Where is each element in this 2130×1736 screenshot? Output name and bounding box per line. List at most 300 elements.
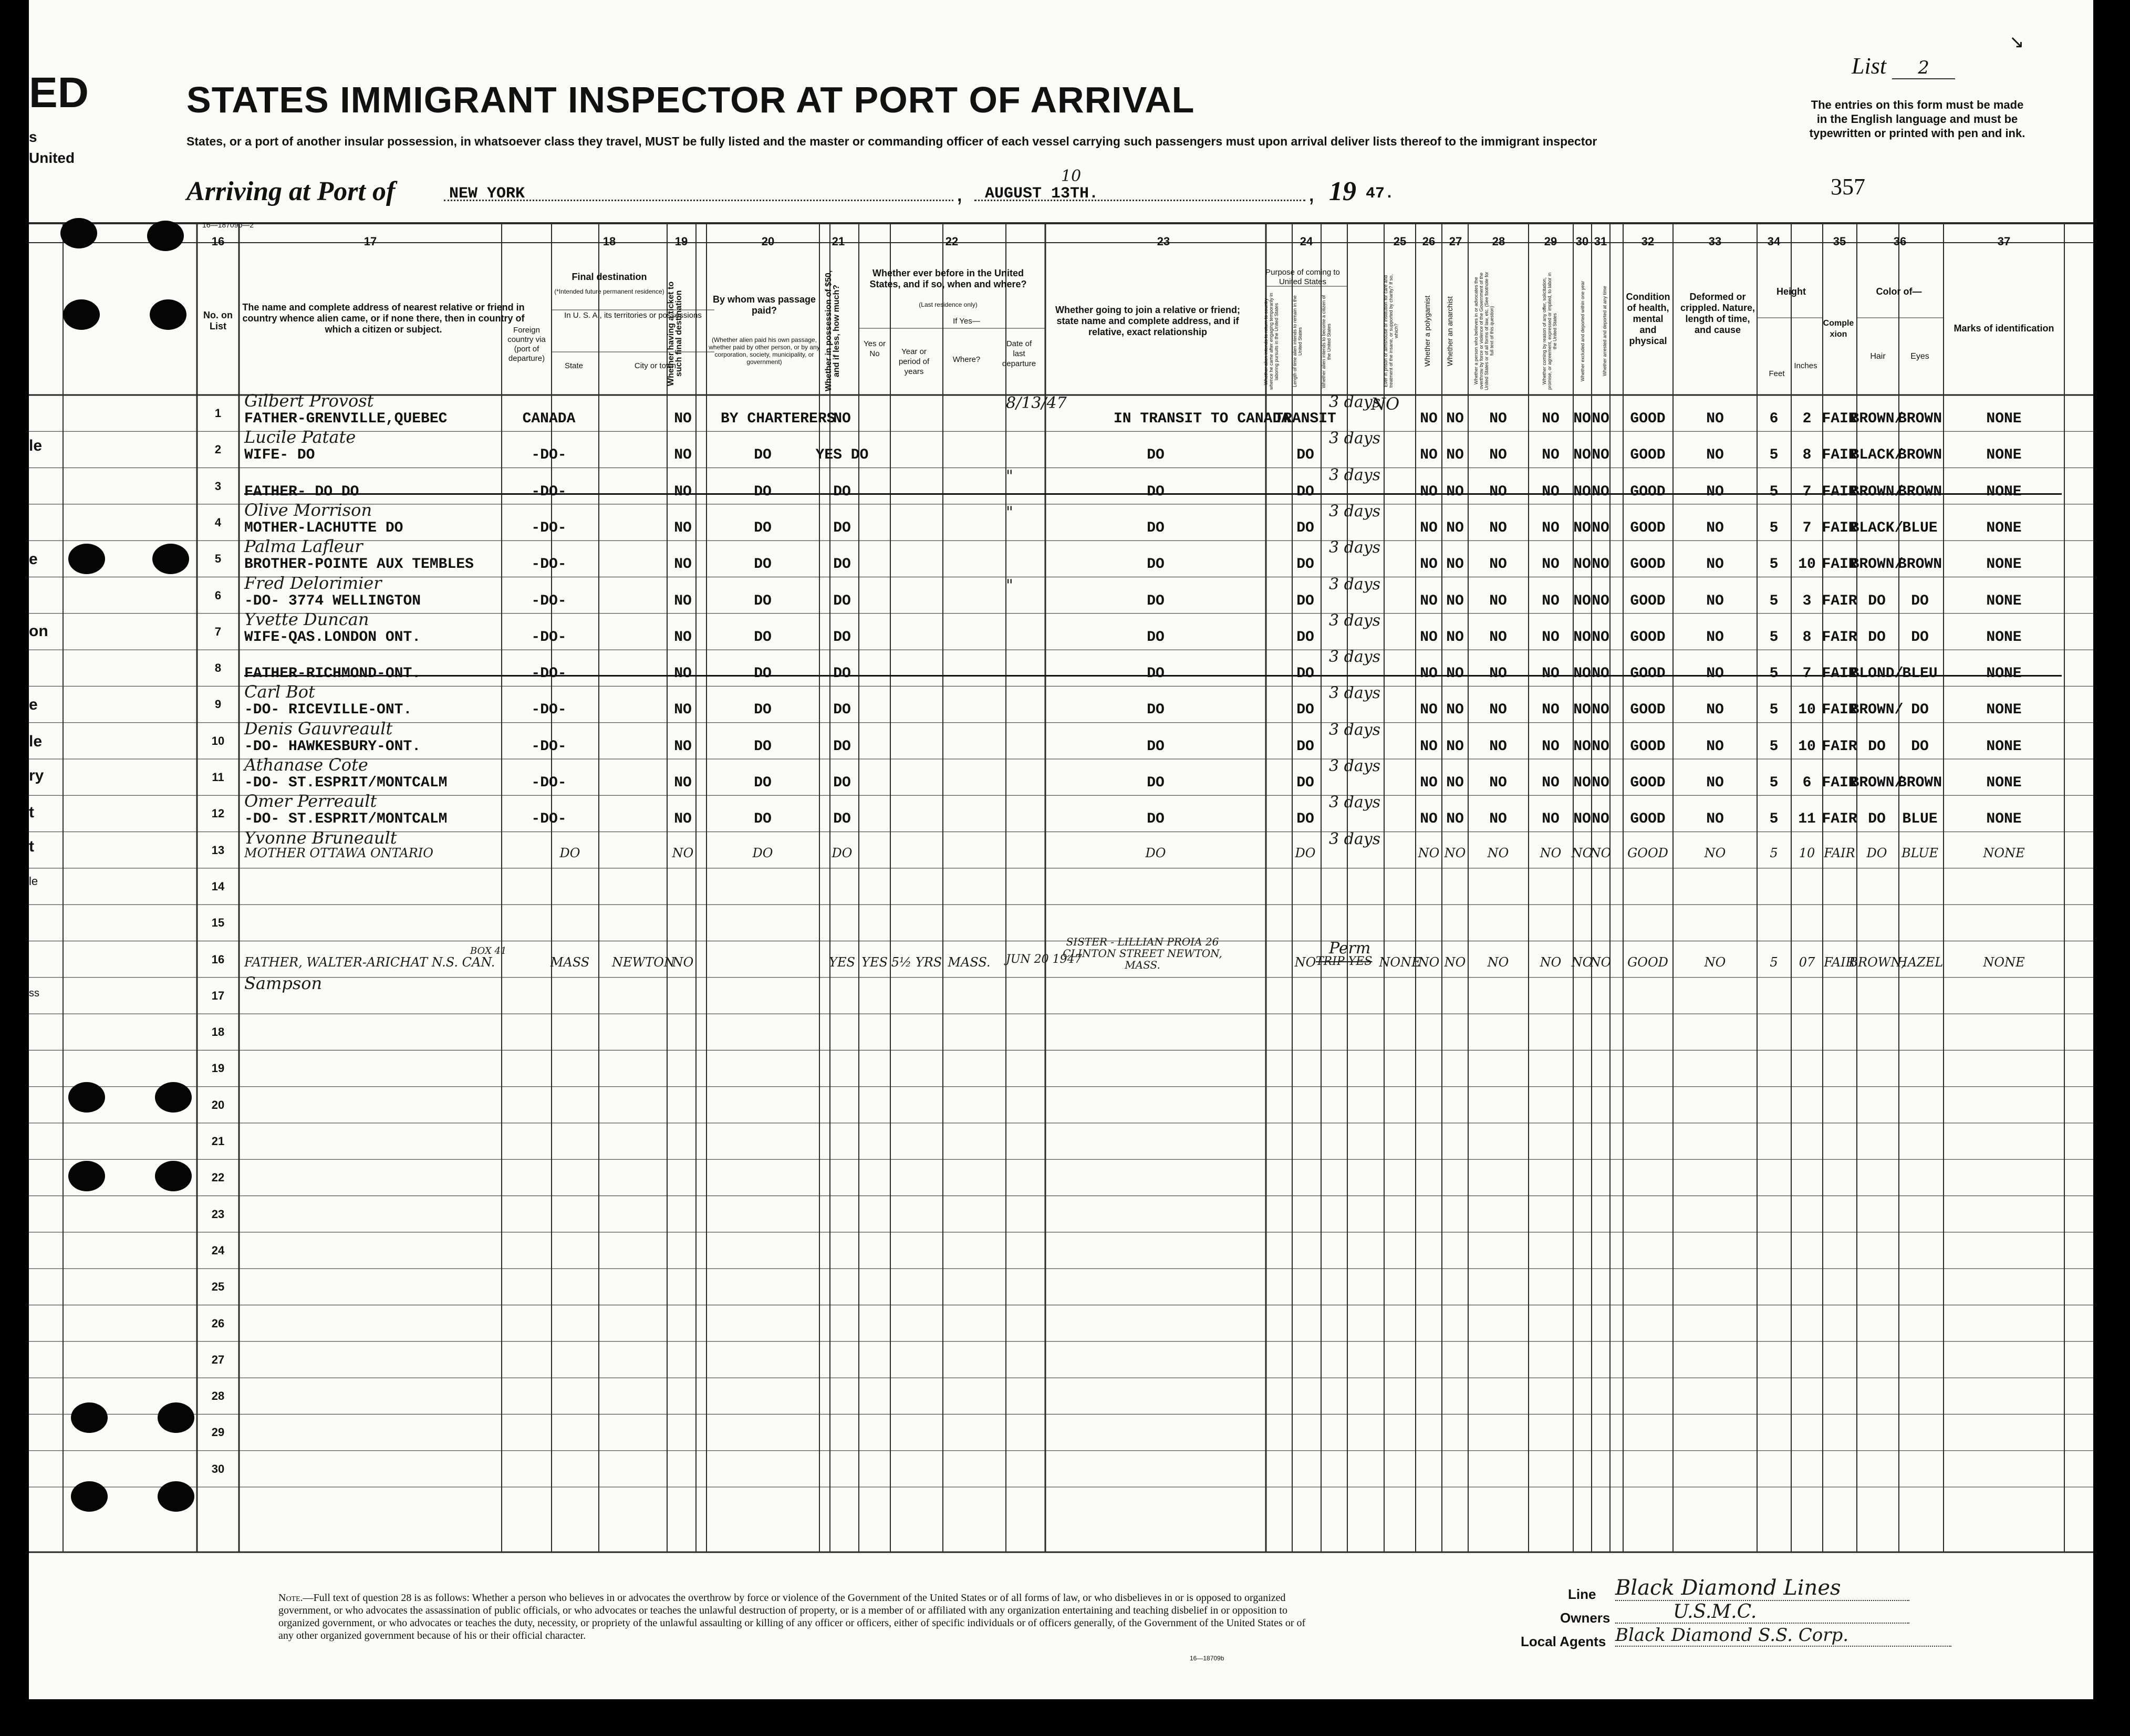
- column-number: 29: [1544, 235, 1557, 248]
- last-departure: JUN 20 1947: [1006, 952, 1082, 966]
- cell-ticket: NO: [674, 519, 692, 536]
- comma-2: ,: [1308, 179, 1315, 207]
- punch-hole: [71, 1402, 108, 1433]
- row-number: 9: [214, 698, 222, 711]
- left-margin-text-2: e: [29, 550, 38, 568]
- cell-purpose: DO: [1296, 629, 1314, 646]
- row-number: 11: [212, 771, 224, 784]
- cell-eyes: BROWN: [1897, 411, 1942, 427]
- cell-c31: NO: [1592, 811, 1609, 828]
- header-marks: Marks of identification: [1954, 323, 2054, 334]
- cell-c29: NO: [1542, 629, 1560, 646]
- cell-complexion: FAIR: [1822, 738, 1857, 755]
- punch-hole: [60, 218, 97, 248]
- column-number: 16: [211, 235, 225, 248]
- row-number: 29: [211, 1426, 225, 1439]
- cell-hair: BROWN/: [1850, 702, 1904, 719]
- cell-relative: BROTHER-POINTE AUX TEMBLES: [244, 556, 474, 573]
- cell-complexion: FAIR: [1822, 483, 1857, 500]
- left-fragment-3: United: [29, 150, 75, 166]
- header-ticket: Whether having a ticket to such final destination: [667, 281, 683, 386]
- row-number: 1: [214, 407, 222, 420]
- page-title: STATES IMMIGRANT INSPECTOR AT PORT OF ARRIVAL: [186, 79, 1195, 120]
- cell-purpose: DO: [1296, 483, 1314, 500]
- cell-ft: 5: [1770, 845, 1778, 860]
- cell-c29: NO: [1540, 954, 1562, 970]
- cell-relative: WIFE- DO: [244, 447, 315, 464]
- cell-complexion: FAIR: [1822, 702, 1857, 719]
- row-number: 27: [211, 1353, 225, 1366]
- column-number: 21: [832, 235, 845, 248]
- cell-join: DO: [1147, 666, 1165, 682]
- cell-c27: NO: [1446, 666, 1464, 682]
- cell-deformed: NO: [1704, 954, 1726, 970]
- cell-c27: NO: [1446, 556, 1464, 573]
- punch-hole: [147, 221, 184, 251]
- header-passage-paid: By whom was passage paid?: [712, 294, 816, 316]
- cell-hair: DO: [1868, 811, 1886, 828]
- cell-marks: NONE: [1986, 519, 2022, 536]
- cell-deformed: NO: [1706, 447, 1724, 464]
- cell-where: MASS.: [948, 954, 991, 970]
- row-number: 20: [211, 1098, 225, 1111]
- last-departure: ": [1006, 466, 1013, 485]
- cell-c26: NO: [1420, 519, 1438, 536]
- cell-eyes: BROWN: [1897, 447, 1942, 464]
- cell-paid: DO: [754, 811, 772, 828]
- cell-ft: 5: [1769, 483, 1779, 500]
- header-no-on-list: No. on List: [203, 310, 233, 331]
- cell-health: GOOD: [1630, 519, 1666, 536]
- cell-in: 6: [1802, 775, 1812, 791]
- cell-join: DO: [1145, 845, 1166, 860]
- cell-deformed: NO: [1706, 738, 1724, 755]
- cell-c29: NO: [1542, 702, 1560, 719]
- cell-complexion: FAIR: [1822, 811, 1857, 828]
- cell-money: DO: [833, 811, 851, 828]
- handwritten-name: Denis Gauvreault: [244, 718, 393, 739]
- cell-complexion: FAIR: [1822, 775, 1857, 791]
- cell-eyes: BLUE: [1902, 811, 1938, 828]
- header-excluded: Whether excluded and deported within one year: [1580, 280, 1585, 381]
- cell-c27: NO: [1446, 775, 1464, 791]
- header-purpose-citizen: Whether alien intends to become a citizen of the United States: [1321, 295, 1332, 388]
- cell-state: MASS: [550, 954, 590, 970]
- header-overthrow: Whether a person who believes in or advocates the overthrow by force or violence of the Government of the United States or of all forms of law, etc. (See footnote for full text of this question): [1473, 272, 1494, 390]
- row-number: 18: [211, 1025, 225, 1039]
- column-number: 27: [1449, 235, 1462, 248]
- cell-join: IN TRANSIT TO CANADA: [1114, 411, 1291, 427]
- cell-purpose: TRANSIT: [1274, 411, 1336, 427]
- form-code: 16—18709b—2: [202, 221, 254, 229]
- cell-health: GOOD: [1630, 702, 1666, 719]
- page-number: 357: [1831, 174, 1865, 200]
- cell-health: GOOD: [1630, 592, 1666, 609]
- header-height: Height: [1776, 286, 1806, 297]
- cell-complexion: FAIR: [1822, 519, 1857, 536]
- handwritten-name: Fred Delorimier: [244, 573, 382, 593]
- port-value: NEW YORK: [449, 185, 525, 203]
- cell-hair: BROWN,: [1848, 954, 1905, 970]
- cell-purpose: DO: [1296, 447, 1314, 464]
- punch-hole: [155, 1161, 192, 1191]
- cell-marks: NONE: [1983, 954, 2025, 970]
- row-number: 8: [214, 661, 222, 675]
- header-year-period: Year or period of years: [898, 347, 930, 376]
- cell-c30: NO: [1573, 666, 1591, 682]
- row-number: 2: [214, 443, 222, 456]
- length-of-stay: 3 days: [1329, 757, 1381, 775]
- header-final-destination: Final destination: [572, 272, 647, 282]
- year-suffix: 47.: [1366, 185, 1395, 203]
- length-of-stay: 3 days: [1329, 502, 1381, 521]
- cell-money: YES: [829, 954, 855, 970]
- cell-health: GOOD: [1627, 845, 1668, 860]
- cell-money: DO: [833, 702, 851, 719]
- punch-hole: [150, 299, 186, 330]
- cell-deformed: NO: [1704, 845, 1726, 860]
- list-value: 2: [1892, 57, 1955, 79]
- cell-relative: FATHER- DO DO: [244, 483, 359, 500]
- cell-c28: NO: [1489, 411, 1507, 427]
- cell-c27: NO: [1446, 483, 1464, 500]
- cell-health: GOOD: [1627, 954, 1668, 970]
- cell-eyes: BLEU: [1902, 666, 1938, 682]
- cell-in: 10: [1798, 738, 1816, 755]
- cell-deformed: NO: [1706, 519, 1724, 536]
- cell-c27: NO: [1446, 702, 1464, 719]
- cell-c26: NO: [1420, 592, 1438, 609]
- cell-money: DO: [833, 738, 851, 755]
- cell-ticket: NO: [674, 702, 692, 719]
- row-number: 30: [211, 1462, 225, 1475]
- column-number: 36: [1893, 235, 1907, 248]
- cell-eyes: BLUE: [1902, 519, 1938, 536]
- cell-hair: BLACK/: [1850, 447, 1904, 464]
- cell-c26: NO: [1420, 483, 1438, 500]
- cell-purpose: NO: [1294, 954, 1316, 970]
- row-number: 26: [211, 1316, 225, 1330]
- last-departure: 8/13/47: [1006, 394, 1067, 412]
- length-of-stay: 3 days: [1329, 684, 1381, 703]
- row-number: 24: [211, 1243, 225, 1257]
- cell-ticket: NO: [674, 811, 692, 828]
- cell-country: -DO-: [531, 738, 567, 755]
- cell-ticket: NO: [674, 775, 692, 791]
- cell-c30: NO: [1573, 775, 1591, 791]
- cell-country: -DO-: [531, 811, 567, 828]
- cell-c28: NO: [1489, 738, 1507, 755]
- cell-country: -DO-: [531, 775, 567, 791]
- cell-c31: NO: [1592, 738, 1609, 755]
- strike-through-line: [244, 493, 2062, 495]
- length-of-stay: 3 days: [1329, 829, 1381, 848]
- row-number: 3: [214, 479, 222, 493]
- cell-paid: DO: [754, 483, 772, 500]
- row-number: 21: [211, 1135, 225, 1148]
- cell-marks: NONE: [1986, 447, 2022, 464]
- cell-complexion: FAIR: [1824, 954, 1855, 970]
- cell-c29: NO: [1542, 775, 1560, 791]
- cell-c29: NO: [1542, 519, 1560, 536]
- cell-join: SISTER - LILLIAN PROIA 26 CLINTON STREET NEWTON, MASS.: [1063, 935, 1222, 971]
- cell-paid: DO: [754, 666, 772, 682]
- cell-join: DO: [1147, 447, 1165, 464]
- header-city: City or town: [634, 361, 677, 370]
- cell-deformed: NO: [1706, 483, 1724, 500]
- cell-ticket: NO: [672, 845, 694, 860]
- cell-ft: 5: [1769, 556, 1779, 573]
- cell-c28: NO: [1489, 483, 1507, 500]
- cell-c28: NO: [1489, 811, 1507, 828]
- cell-in: 8: [1802, 447, 1812, 464]
- cell-money: DO: [833, 666, 851, 682]
- cell-ticket: NO: [674, 483, 692, 500]
- cell-years: 5½ YRS: [891, 954, 942, 970]
- line-label: Line: [1568, 1586, 1596, 1602]
- header-color-of: Color of—: [1876, 286, 1922, 297]
- column-number: 37: [1997, 235, 2011, 248]
- cell-health: GOOD: [1630, 811, 1666, 828]
- cell-c31: NO: [1589, 954, 1612, 970]
- cell-money: DO: [833, 519, 851, 536]
- cell-eyes: HAZEL: [1896, 954, 1944, 970]
- cell-c28: NO: [1489, 775, 1507, 791]
- row-number: 25: [211, 1280, 225, 1294]
- cell-c31: NO: [1592, 447, 1609, 464]
- row-number: 5: [214, 552, 222, 566]
- header-purpose-length: Length of time alien intends to remain in the United States: [1292, 295, 1303, 388]
- cell-c26: NO: [1418, 954, 1440, 970]
- cell-before: YES: [861, 954, 888, 970]
- punch-hole: [68, 1082, 105, 1113]
- notice-text: The entries on this form must be made in the English language and must be typewritten or printed with pen and ink.: [1809, 98, 2025, 140]
- cell-health: GOOD: [1630, 738, 1666, 755]
- header-inches: Inches: [1794, 361, 1817, 370]
- manifest-sheet: [29, 0, 2093, 1699]
- row-number: 14: [211, 879, 225, 893]
- cell-relative: MOTHER-LACHUTTE DO: [244, 519, 403, 536]
- left-margin-text-3: on: [29, 622, 48, 640]
- handwritten-name: Olive Morrison: [244, 500, 372, 520]
- cell-c28: NO: [1489, 447, 1507, 464]
- line-value: Black Diamond Lines: [1615, 1576, 1909, 1601]
- footnote-text: —Full text of question 28 is as follows: Whether a person who believes in or advocates the overthrow by force or violence of the Government of the United States or of all forms of law, or who disbelieves in or is opposed to organized government, or who advocates the assassination of public officials, or who advocates or teaches the unlawful destruction of property, or is a member of or affiliated with any organization entertaining and teaching disbelief in or opposition to organized government, or who advocates or teaches the duty, necessity, or propriety of the unlawful assaulting or killing of any officer or officers, either of specific individuals or of officers generally, of the Government of the United States or of any other organized government because of his or their official character.: [278, 1592, 1306, 1641]
- cell-marks: NONE: [1986, 592, 2022, 609]
- cell-eyes: BROWN: [1897, 556, 1942, 573]
- cell-deformed: NO: [1706, 666, 1724, 682]
- cell-hair: BROWN/: [1850, 775, 1904, 791]
- cell-ticket: NO: [674, 556, 692, 573]
- cell-hair: DO: [1866, 845, 1887, 860]
- cell-country: -DO-: [531, 629, 567, 646]
- cell-in: 8: [1802, 629, 1812, 646]
- cell-purpose: DO: [1296, 775, 1314, 791]
- cell-c26: NO: [1420, 775, 1438, 791]
- cell-join: DO: [1147, 483, 1165, 500]
- agents-value: Black Diamond S.S. Corp.: [1615, 1625, 1951, 1647]
- cell-c26: NO: [1420, 811, 1438, 828]
- cell-c26: NO: [1420, 702, 1438, 719]
- cell-ticket: NO: [674, 592, 692, 609]
- cell-c30: NO: [1571, 954, 1593, 970]
- cell-hair: DO: [1868, 629, 1886, 646]
- header-state: State: [564, 361, 584, 370]
- cell-c27: NO: [1444, 845, 1466, 860]
- cell-hair: DO: [1868, 592, 1886, 609]
- header-before-in-us: Whether ever before in the United States, and if so, when and where?: [869, 268, 1027, 289]
- cell-ft: 6: [1769, 411, 1779, 427]
- cell-ft: 5: [1769, 629, 1779, 646]
- cell-c26: NO: [1420, 738, 1438, 755]
- cell-relative: FATHER, WALTER-ARICHAT N.S. CAN.: [244, 954, 495, 970]
- cell-c30: NO: [1573, 592, 1591, 609]
- cell-ticket: NO: [674, 411, 692, 427]
- cell-health: GOOD: [1630, 411, 1666, 427]
- cell-health: GOOD: [1630, 556, 1666, 573]
- cell-ticket: NO: [674, 629, 692, 646]
- cell-paid: DO: [754, 447, 772, 464]
- cell-join: DO: [1147, 811, 1165, 828]
- header-prison: Ever in prison or almshouse or institution for care and treatment of the insane, or supported by charity? If so, which?: [1383, 274, 1399, 388]
- left-margin-text-1: le: [29, 437, 43, 454]
- row-number: 15: [211, 916, 225, 930]
- cell-ft: 5: [1769, 738, 1779, 755]
- owners-label: Owners: [1560, 1610, 1611, 1626]
- left-margin-text-8: t: [29, 838, 34, 855]
- cell-health: GOOD: [1630, 629, 1666, 646]
- cell-eyes: DO: [1911, 738, 1929, 755]
- cell-ft: 5: [1769, 666, 1779, 682]
- header-passage-paid-note: (Whether alien paid his own passage, whether paid by other person, or by any corporation, society, municipality, or government): [709, 336, 820, 366]
- cell-paid: DO: [754, 629, 772, 646]
- cell-complexion: FAIR: [1822, 666, 1857, 682]
- left-margin-text-7: t: [29, 804, 34, 821]
- header-final-destination-note: (*Intended future permanent residence): [554, 288, 664, 295]
- cell-c27: NO: [1446, 629, 1464, 646]
- cell-c29: NO: [1542, 483, 1560, 500]
- cell-join: DO: [1147, 702, 1165, 719]
- cell-ft: 5: [1769, 592, 1779, 609]
- cell-money: DO: [833, 483, 851, 500]
- cell-c29: NO: [1542, 738, 1560, 755]
- cell-c29: NO: [1542, 556, 1560, 573]
- year-prefix: 19: [1329, 176, 1356, 206]
- cell-marks: NONE: [1986, 411, 2022, 427]
- length-of-stay: 3 days: [1329, 793, 1381, 812]
- header-where: Where?: [952, 355, 981, 364]
- cell-c29: NO: [1540, 845, 1562, 860]
- cell-c28: NO: [1489, 666, 1507, 682]
- cell-in: 11: [1798, 811, 1816, 828]
- cell-country: -DO-: [531, 702, 567, 719]
- relative-note: BOX 41: [470, 945, 507, 957]
- cell-c31: NO: [1592, 483, 1609, 500]
- left-margin-text-9: le: [29, 875, 38, 888]
- cell-deformed: NO: [1706, 702, 1724, 719]
- cell-c28: NO: [1489, 592, 1507, 609]
- length-of-stay: 3 days: [1329, 538, 1381, 557]
- column-number: 31: [1594, 235, 1607, 248]
- cell-c27: NO: [1446, 519, 1464, 536]
- header-labor-offer: Whether coming by reason of any offer, solicitation, promise, or agreement, expressed or implied, to labor in the United States: [1542, 272, 1557, 390]
- cell-paid: DO: [754, 519, 772, 536]
- cell-health: GOOD: [1630, 666, 1666, 682]
- punch-hole: [152, 544, 189, 574]
- cell-country: -DO-: [531, 447, 567, 464]
- cell-hair: BLACK/: [1850, 519, 1904, 536]
- cell-purpose: DO: [1296, 556, 1314, 573]
- handwritten-name: Sampson: [244, 973, 323, 993]
- cell-purpose: DO: [1296, 811, 1314, 828]
- corner-arrow-icon: ↘: [2009, 32, 2024, 52]
- header-purpose: Purpose of coming to United States: [1265, 268, 1340, 286]
- cell-relative: -DO- HAWKESBURY-ONT.: [244, 738, 421, 755]
- cell-ticket: NO: [674, 447, 692, 464]
- cell-purpose: DO: [1296, 592, 1314, 609]
- cell-in: 10: [1798, 702, 1816, 719]
- row-number: 7: [214, 625, 222, 638]
- handwritten-name: Carl Bot: [244, 682, 315, 702]
- last-departure: ": [1006, 576, 1013, 595]
- header-health: Condition of health, mental and physical: [1626, 292, 1670, 346]
- cell-country: -DO-: [531, 592, 567, 609]
- cell-in: 07: [1799, 954, 1815, 970]
- header-eyes: Eyes: [1910, 352, 1929, 361]
- cell-deformed: NO: [1706, 592, 1724, 609]
- cell-country: CANADA: [522, 411, 576, 427]
- cell-join: DO: [1147, 556, 1165, 573]
- cell-relative: MOTHER OTTAWA ONTARIO: [244, 845, 433, 860]
- length-of-stay: 3 days: [1329, 429, 1381, 448]
- cell-c30: NO: [1573, 556, 1591, 573]
- footnote-code: 16—18709b: [1190, 1655, 1224, 1662]
- cell-relative: WIFE-QAS.LONDON ONT.: [244, 629, 421, 646]
- cell-eyes: BLUE: [1901, 845, 1938, 860]
- cell-deformed: NO: [1706, 556, 1724, 573]
- header-feet: Feet: [1769, 369, 1785, 378]
- cell-deformed: NO: [1706, 411, 1724, 427]
- handwritten-name: Yvette Duncan: [244, 609, 369, 629]
- handwritten-name: Lucile Patate: [244, 427, 356, 448]
- cell-ft: 5: [1769, 447, 1779, 464]
- cell-c31: NO: [1592, 666, 1609, 682]
- cell-health: GOOD: [1630, 775, 1666, 791]
- length-of-stay: 3 days: [1329, 393, 1381, 411]
- header-anarchist: Whether an anarchist: [1446, 296, 1454, 366]
- cell-purpose: DO: [1296, 519, 1314, 536]
- cell-relative: FATHER-RICHMOND-ONT.: [244, 666, 421, 682]
- punch-hole: [71, 1481, 108, 1512]
- header-last-departure: Date of last departure: [1002, 339, 1036, 368]
- header-purpose-return: Whether alien intends to return to country whence he came after engaging temporarily in laboring pursuits in the United States: [1263, 293, 1279, 390]
- cell-money: DO: [833, 556, 851, 573]
- cell-in: 10: [1798, 556, 1816, 573]
- handwritten-name: Gilbert Provost: [244, 391, 374, 411]
- cell-c30: NO: [1573, 738, 1591, 755]
- header-relative: The name and complete address of nearest relative or friend in country whence alien came, or if none there, then in country of which a citizen or subject.: [242, 302, 525, 335]
- date-value: AUGUST 13TH.: [985, 185, 1099, 203]
- column-number: 17: [363, 235, 377, 248]
- cell-relative: -DO- 3774 WELLINGTON: [244, 592, 421, 609]
- cell-c31: NO: [1592, 775, 1609, 791]
- column-number: 25: [1393, 235, 1407, 248]
- cell-ticket: NO: [674, 666, 692, 682]
- cell-country: -DO-: [531, 666, 567, 682]
- length-of-stay: Perm: [1329, 939, 1371, 958]
- cell-health: GOOD: [1630, 447, 1666, 464]
- cell-c30: NO: [1573, 447, 1591, 464]
